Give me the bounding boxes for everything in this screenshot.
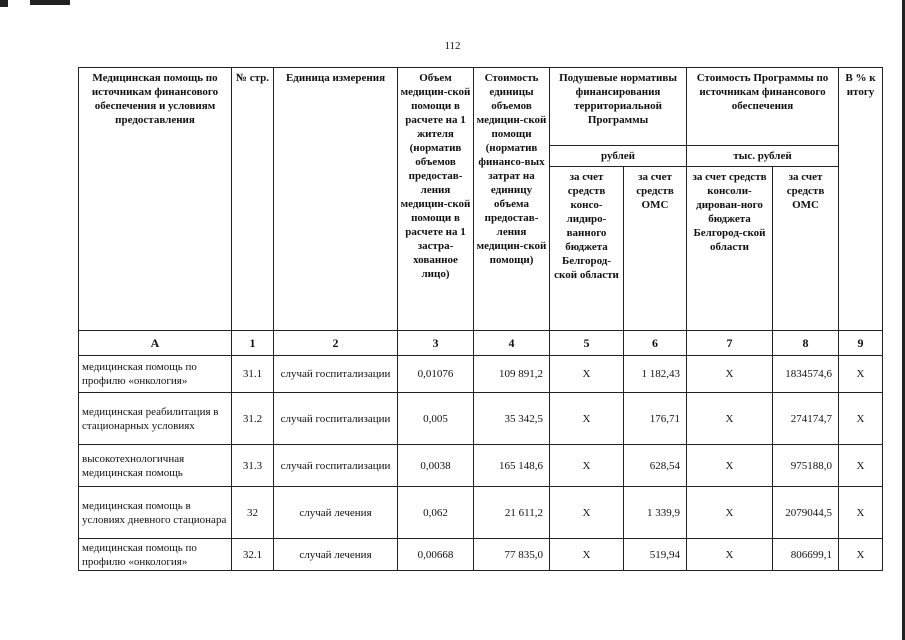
index-cell: 5	[550, 331, 624, 356]
index-cell: 2	[274, 331, 398, 356]
row-budget-cost: Х	[687, 393, 773, 445]
row-unit-cost: 109 891,2	[474, 356, 550, 393]
row-percent: Х	[839, 356, 883, 393]
header-unit: Единица измерения	[274, 68, 398, 331]
header-unit-cost: Стоимость единицы объемов медицин-ской помощи (норматив финансо-вых затрат на единицу объема предостав-ления медицин-ской помощи)	[474, 68, 550, 331]
row-unit: случай лечения	[274, 539, 398, 571]
row-unit-cost: 77 835,0	[474, 539, 550, 571]
row-budget-cost: Х	[687, 539, 773, 571]
row-unit: случай госпитализации	[274, 445, 398, 487]
header-unit-thousand-rubles: тыс. рублей	[687, 146, 839, 167]
row-budget-cost: Х	[687, 356, 773, 393]
row-unit: случай лечения	[274, 487, 398, 539]
row-percent: Х	[839, 393, 883, 445]
index-cell: 6	[624, 331, 687, 356]
scan-mark-top	[30, 0, 70, 5]
page-number: 112	[444, 40, 461, 52]
row-oms-cost: 806699,1	[773, 539, 839, 571]
row-budget-per-capita: Х	[550, 539, 624, 571]
row-unit-cost: 165 148,6	[474, 445, 550, 487]
financing-table	[78, 67, 883, 571]
row-percent: Х	[839, 445, 883, 487]
row-unit: случай госпитализации	[274, 356, 398, 393]
table-row	[79, 445, 883, 487]
row-budget-cost: Х	[687, 487, 773, 539]
row-unit-cost: 21 611,2	[474, 487, 550, 539]
row-oms-cost: 274174,7	[773, 393, 839, 445]
row-budget-per-capita: Х	[550, 445, 624, 487]
row-service-name: медицинская помощь по профилю «онкология»	[79, 539, 232, 571]
table-row	[79, 487, 883, 539]
row-line-no: 31.3	[232, 445, 274, 487]
index-cell: 1	[232, 331, 274, 356]
row-percent: Х	[839, 487, 883, 539]
row-budget-per-capita: Х	[550, 393, 624, 445]
row-service-name: высокотехнологичная медицинская помощь	[79, 445, 232, 487]
row-line-no: 31.1	[232, 356, 274, 393]
column-index-row	[79, 331, 883, 356]
header-group-per-capita: Подушевые нормативы финансирования территориальной Программы	[550, 68, 687, 146]
row-volume: 0,0038	[398, 445, 474, 487]
row-volume: 0,062	[398, 487, 474, 539]
index-cell: 8	[773, 331, 839, 356]
header-line-no: № стр.	[232, 68, 274, 331]
row-line-no: 32	[232, 487, 274, 539]
header-volume: Объем медицин-ской помощи в расчете на 1 жителя (норматив объемов предостав-ления медицин-ской помощи в расчете на 1 застра-хованное лицо)	[398, 68, 474, 331]
header-group-program-cost: Стоимость Программы по источникам финансового обеспечения	[687, 68, 839, 146]
header-unit-rubles: рублей	[550, 146, 687, 167]
row-oms-cost: 975188,0	[773, 445, 839, 487]
row-budget-per-capita: Х	[550, 487, 624, 539]
row-oms-per-capita: 1 339,9	[624, 487, 687, 539]
table-row	[79, 356, 883, 393]
row-volume: 0,00668	[398, 539, 474, 571]
index-cell: А	[79, 331, 232, 356]
row-line-no: 32.1	[232, 539, 274, 571]
scan-mark-top-left	[0, 0, 8, 7]
row-oms-cost: 2079044,5	[773, 487, 839, 539]
table-row	[79, 539, 883, 571]
header-oms-cost: за счет средств ОМС	[773, 167, 839, 331]
header-oms-per-capita: за счет средств ОМС	[624, 167, 687, 331]
index-cell: 7	[687, 331, 773, 356]
row-oms-per-capita: 176,71	[624, 393, 687, 445]
row-oms-cost: 1834574,6	[773, 356, 839, 393]
index-cell: 4	[474, 331, 550, 356]
row-budget-per-capita: Х	[550, 356, 624, 393]
row-oms-per-capita: 519,94	[624, 539, 687, 571]
index-cell: 9	[839, 331, 883, 356]
row-unit: случай госпитализации	[274, 393, 398, 445]
header-service: Медицинская помощь по источникам финансового обеспечения и условиям предоставления	[79, 68, 232, 331]
header-budget-cost: за счет средств консоли-дирован-ного бюджета Белгород-ской области	[687, 167, 773, 331]
row-budget-cost: Х	[687, 445, 773, 487]
row-service-name: медицинская помощь по профилю «онкология»	[79, 356, 232, 393]
row-line-no: 31.2	[232, 393, 274, 445]
table-row	[79, 393, 883, 445]
index-cell: 3	[398, 331, 474, 356]
row-oms-per-capita: 1 182,43	[624, 356, 687, 393]
row-percent: Х	[839, 539, 883, 571]
header-percent: В % к итогу	[839, 68, 883, 331]
row-volume: 0,005	[398, 393, 474, 445]
row-volume: 0,01076	[398, 356, 474, 393]
row-oms-per-capita: 628,54	[624, 445, 687, 487]
header-budget-per-capita: за счет средств консо-лидиро-ванного бюджета Белгород-ской области	[550, 167, 624, 331]
row-unit-cost: 35 342,5	[474, 393, 550, 445]
row-service-name: медицинская помощь в условиях дневного стационара	[79, 487, 232, 539]
row-service-name: медицинская реабилитация в стационарных условиях	[79, 393, 232, 445]
